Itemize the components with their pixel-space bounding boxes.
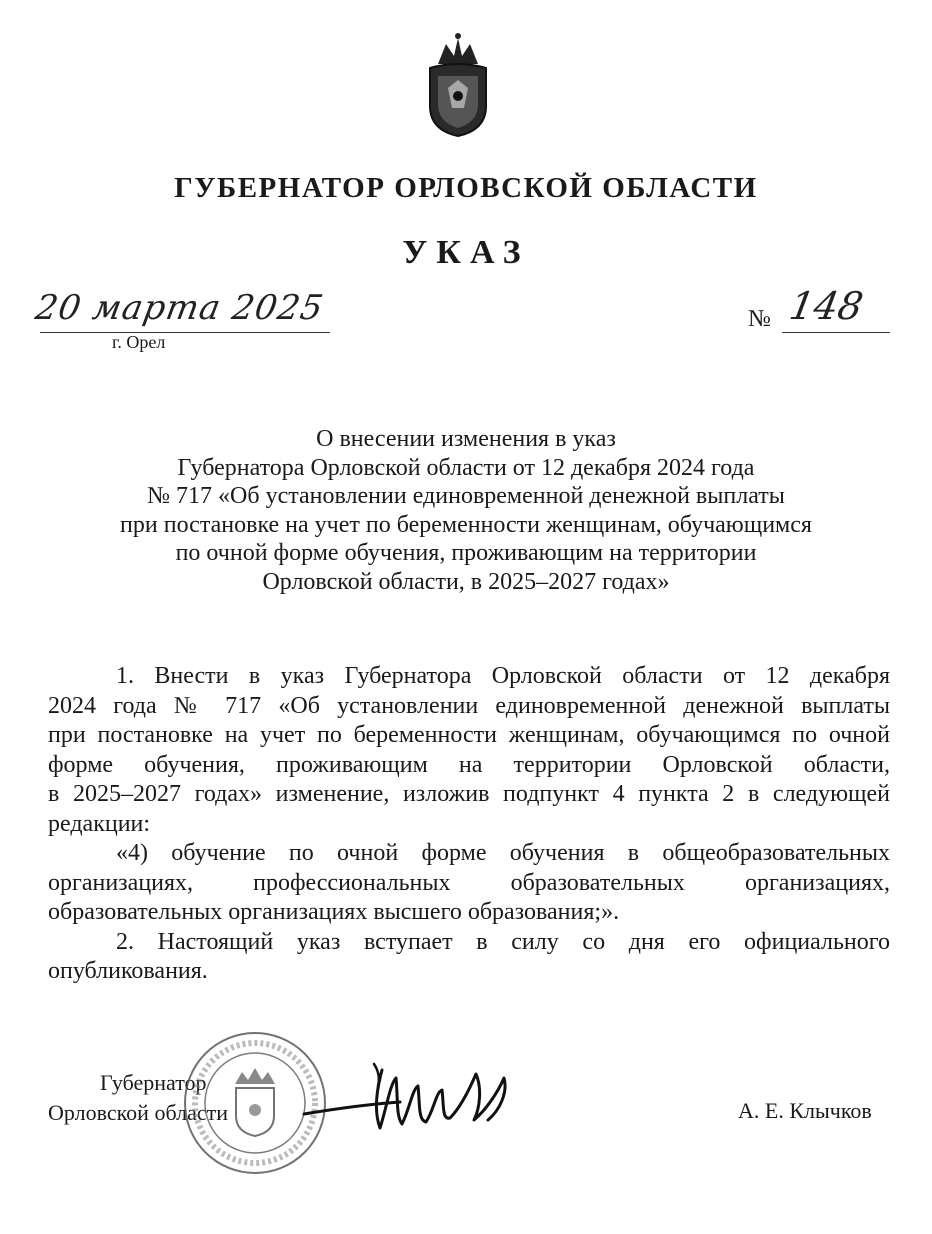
subject-line: О внесении изменения в указ <box>316 426 616 452</box>
paragraph-1-line: редакции: <box>48 810 151 837</box>
subject-line: № 717 «Об установлении единовременной денежной выплаты <box>147 483 785 509</box>
document-type-title: УКАЗ <box>402 234 530 271</box>
issuing-authority: ГУБЕРНАТОР ОРЛОВСКОЙ ОБЛАСТИ <box>174 172 758 204</box>
handwritten-date: 20 марта 2025 <box>32 288 327 328</box>
paragraph-1-line: в 2025–2027 годах» изменение, изложив подпункт 4 пункта 2 в следующей <box>48 781 890 807</box>
subject-line: Губернатора Орловской области от 12 декабря 2024 года <box>177 454 755 481</box>
subject-line: Орловской области, в 2025–2027 годах» <box>262 568 670 595</box>
quoted-amendment-line: организациях, профессиональных образовательных организациях, <box>48 869 890 896</box>
city-label: г. Орел <box>112 332 166 352</box>
quoted-amendment-line: образовательных организациях высшего образования;». <box>48 899 620 925</box>
decree-subject <box>60 425 872 596</box>
subject-line: при постановке на учет по беременности женщинам, обучающимся <box>120 511 812 538</box>
paragraph-2-line: опубликования. <box>48 958 208 984</box>
subject-line: по очной форме обучения, проживающим на территории <box>175 540 757 566</box>
signatory-title-line: Губернатор <box>100 1070 207 1095</box>
date-underline <box>40 332 330 333</box>
quoted-amendment-line: «4) обучение по очной форме обучения в общеобразовательных <box>116 840 890 866</box>
decree-body <box>48 662 890 987</box>
handwritten-signature <box>300 1050 515 1140</box>
number-label: № <box>748 306 771 332</box>
number-underline <box>782 332 890 333</box>
paragraph-2-line: 2. Настоящий указ вступает в силу со дня его официального <box>116 928 890 955</box>
signer-name: А. Е. Клычков <box>738 1098 872 1123</box>
coat-of-arms-emblem <box>424 30 492 138</box>
handwritten-number: 148 <box>786 284 867 328</box>
signatory-title-line: Орловской области <box>48 1100 228 1125</box>
paragraph-1-line: форме обучения, проживающим на территории Орловской области, <box>48 751 890 778</box>
paragraph-1-line: при постановке на учет по беременности женщинам, обучающимся по очной <box>48 722 890 748</box>
paragraph-1-line: 2024 года № 717 «Об установлении единовременной денежной выплаты <box>48 692 890 719</box>
paragraph-1-line: 1. Внести в указ Губернатора Орловской области от 12 декабря <box>116 663 890 689</box>
